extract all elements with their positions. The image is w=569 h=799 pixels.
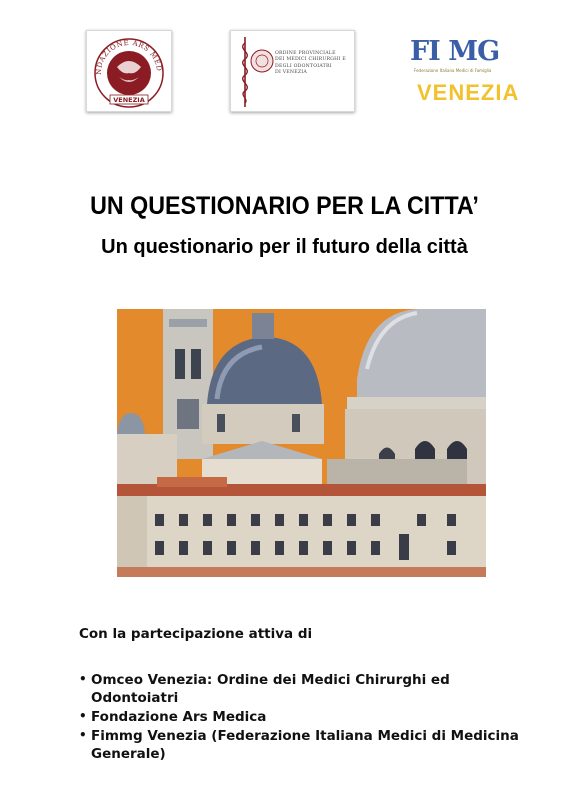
- fimmg-wordmark: FI MG: [410, 36, 500, 67]
- ars-ring-text: NDAZIONE ARS MED: [94, 38, 164, 76]
- ars-medica-logo: [86, 30, 172, 112]
- participants-list: [79, 671, 529, 764]
- page-subtitle: Un questionario per il futuro della città: [101, 236, 468, 258]
- list-item: • Omceo Venezia: Ordine dei Medici Chirurghi ed Odontoiatri: [79, 672, 450, 706]
- caduceus-icon: [231, 31, 275, 111]
- omceo-text: ORDINE PROVINCIALE DEI MEDICI CHIRURGHI E DEGLI ODONTOIATRI DI VENEZIA: [275, 51, 346, 76]
- list-item: • Fondazione Ars Medica: [79, 709, 267, 725]
- fimmg-city: VENEZIA: [417, 80, 520, 105]
- bullet-icon: •: [79, 672, 87, 686]
- list-item: • Fimmg Venezia (Federazione Italiana Medici di Medicina Generale): [79, 728, 519, 762]
- fimmg-tagline: Federazione Italiana Medici di Famiglia: [414, 68, 492, 73]
- bullet-icon: •: [79, 728, 87, 742]
- bullet-icon: •: [79, 709, 87, 723]
- fimmg-logo: [404, 30, 526, 110]
- omceo-logo: [230, 30, 355, 112]
- participation-intro: Con la partecipazione attiva di: [79, 626, 313, 642]
- venice-domes-illustration: [117, 309, 486, 585]
- ars-ribbon-text: VENEZIA: [113, 96, 145, 104]
- page-title: UN QUESTIONARIO PER LA CITTA’: [90, 192, 479, 220]
- ars-medica-emblem: [87, 31, 171, 111]
